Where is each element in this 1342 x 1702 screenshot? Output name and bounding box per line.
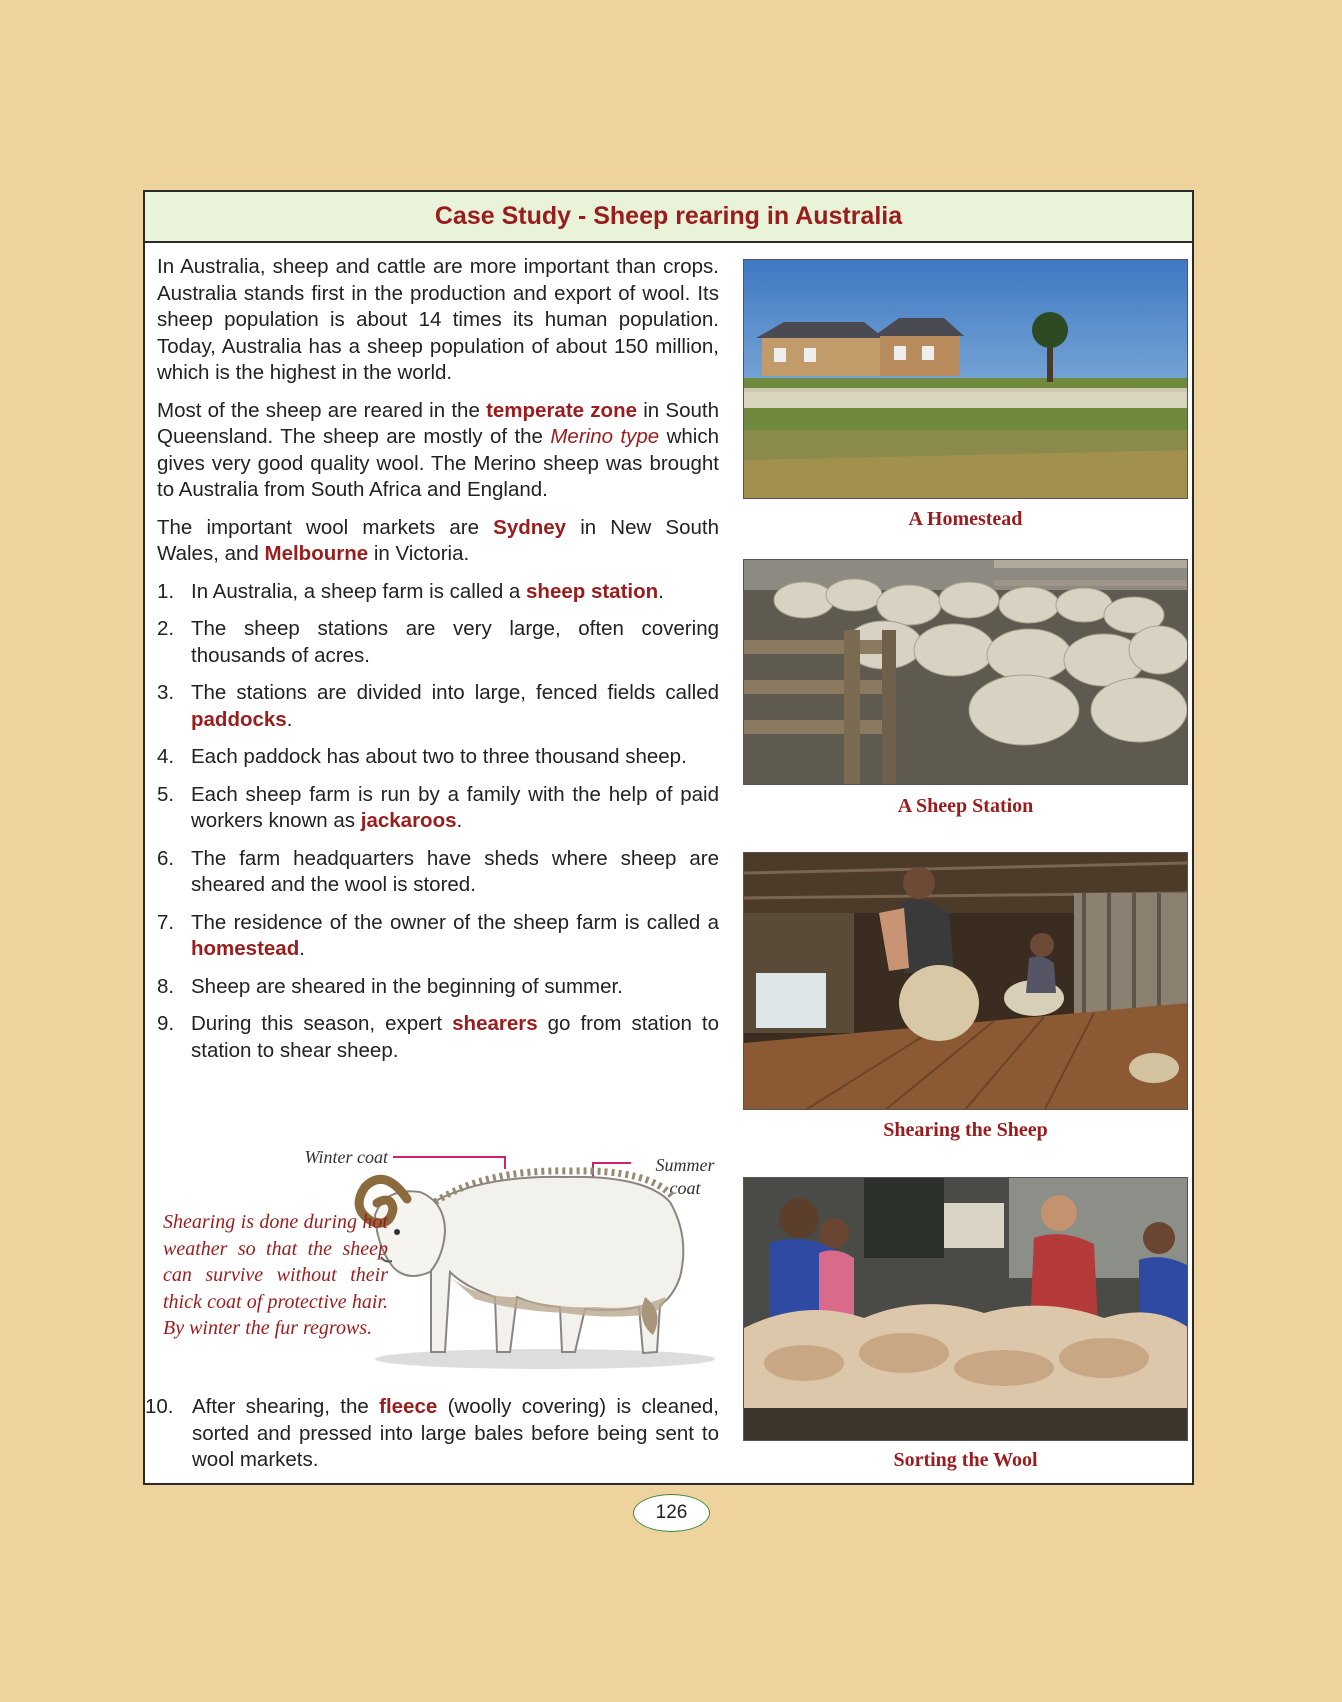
list-item: 5. Each sheep farm is run by a family with the help of paid workers known as jackaroos. bbox=[157, 782, 719, 832]
winter-coat-label: Winter coat bbox=[304, 1147, 388, 1167]
sorting-wool-caption: Sorting the Wool bbox=[893, 1449, 1038, 1471]
term-fleece: fleece bbox=[379, 1395, 438, 1418]
intro-paragraph-3: The important wool markets are Sydney in New South Wales, and Melbourne in Victoria. bbox=[157, 515, 719, 565]
list-item: 2. The sheep stations are very large, often covering thousands of acres. bbox=[157, 617, 719, 667]
homestead-caption: A Homestead bbox=[908, 508, 1023, 530]
page-number: 126 bbox=[633, 1494, 710, 1532]
term-temperate-zone: temperate zone bbox=[486, 398, 637, 422]
summer-coat-label-1: Summer bbox=[655, 1155, 715, 1175]
list-item: 1. In Australia, a sheep farm is called a sheep station. bbox=[157, 579, 664, 603]
term-melbourne: Melbourne bbox=[264, 542, 369, 565]
case-study-title: Case Study - Sheep rearing in Australia bbox=[145, 192, 1192, 243]
list-item: 6. The farm headquarters have sheds where sheep are sheared and the wool is stored. bbox=[157, 846, 719, 896]
shearing-photo bbox=[743, 852, 1188, 1110]
sorting-wool-photo bbox=[743, 1177, 1188, 1441]
shearing-note: Shearing is done during hot weather so that the sheep can survive without their thick coat of protective hair. By winter the fur regrows. bbox=[163, 1211, 388, 1339]
list-item: 9. During this season, expert shearers go from station to station to shear sheep. bbox=[157, 1012, 719, 1062]
intro-paragraph-2: Most of the sheep are reared in the temperate zone in South Queensland. The sheep are mostly of the Merino type which gives very good quality wool. The Merino sheep was brought to Australia from South Africa and England. bbox=[157, 398, 720, 501]
merino-sheep-figure bbox=[145, 1147, 745, 1377]
list-item: 8. Sheep are sheared in the beginning of summer. bbox=[157, 974, 623, 998]
steps-list bbox=[157, 579, 719, 1065]
list-item: 10. After shearing, the fleece (woolly covering) is cleaned, sorted and pressed into large bales before being sent to wool markets. bbox=[145, 1395, 719, 1471]
summer-coat-label-2: coat bbox=[669, 1178, 701, 1198]
homestead-photo bbox=[743, 259, 1188, 499]
main-text-column bbox=[157, 254, 719, 1075]
list-item: 4. Each paddock has about two to three thousand sheep. bbox=[157, 745, 687, 768]
term-sydney: Sydney bbox=[493, 515, 567, 539]
case-study-box bbox=[143, 190, 1194, 1485]
sheep-station-caption: A Sheep Station bbox=[897, 795, 1034, 817]
list-item: 3. The stations are divided into large, fenced fields called paddocks. bbox=[157, 681, 719, 731]
intro-paragraph-1: In Australia, sheep and cattle are more important than crops. Australia stands first in the production and export of wool. Its sheep population is about 14 times its human population. Today, Australia has a sheep population of about 150 million, which is the highest in the world. bbox=[157, 255, 719, 384]
list-item: 7. The residence of the owner of the sheep farm is called a homestead. bbox=[157, 910, 719, 960]
shearing-caption: Shearing the Sheep bbox=[883, 1119, 1048, 1141]
sheep-station-photo bbox=[743, 559, 1188, 785]
term-merino-type: Merino type bbox=[550, 425, 660, 448]
